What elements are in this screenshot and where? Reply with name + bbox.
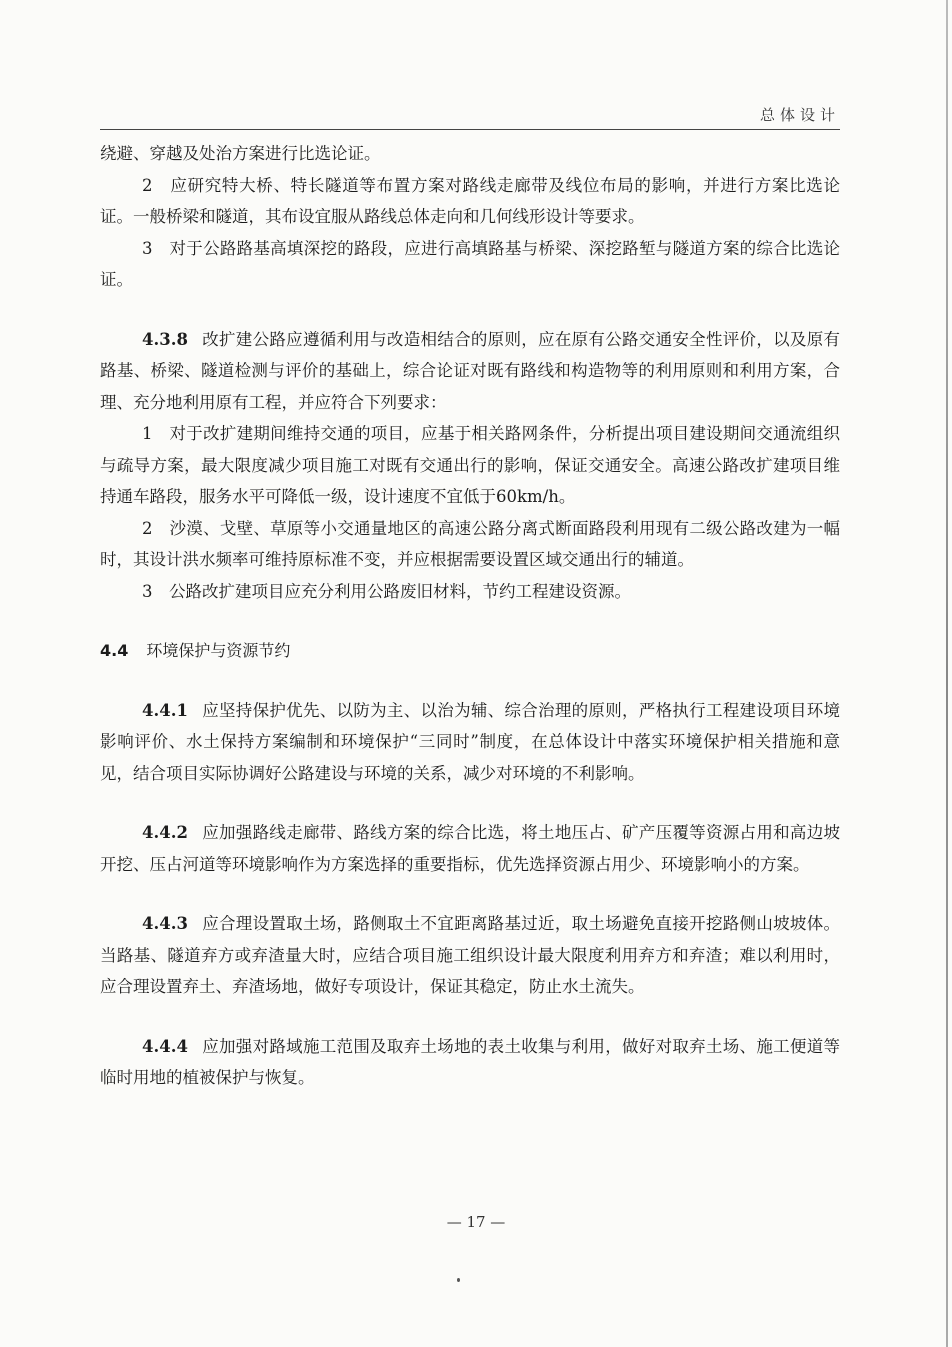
list-item: 2 应研究特大桥、特长隧道等布置方案对路线走廊带及线位布局的影响，并进行方案比选论证。一般桥梁和隧道，其布设宜服从路线总体走向和几何线形设计等要求。 [100, 175, 840, 226]
clause-text: 应坚持保护优先、以防为主、以治为辅、综合治理的原则，严格执行工程建设项目环境影响评价、水土保持方案编制和环境保护“三同时”制度，在总体设计中落实环境保护相关措施和意见，结合项目实际协调好公路建设与环境的关系，减少对环境的不利影响。 [100, 700, 840, 783]
section-title: 环境保护与资源节约 [146, 641, 291, 660]
list-item: 1 对于改扩建期间维持交通的项目，应基于相关路网条件，分析提出项目建设期间交通流组织与疏导方案，最大限度减少项目施工对既有交通出行的影响，保证交通安全。高速公路改扩建项目维持通车路段，服务水平可降低一级，设计速度不宜低于60km/h。 [100, 424, 840, 506]
clause-text: 应加强路线走廊带、路线方案的综合比选，将土地压占、矿产压覆等资源占用和高边坡开挖、压占河道等环境影响作为方案选择的重要指标，优先选择资源占用少、环境影响小的方案。 [100, 823, 840, 874]
clause-text: 应加强对路域施工范围及取弃土场地的表土收集与利用，做好对取弃土场、施工便道等临时用地的植被保护与恢复。 [100, 1036, 840, 1087]
list-item: 3 对于公路路基高填深挖的路段，应进行高填路基与桥梁、深挖路堑与隧道方案的综合比选论证。 [100, 238, 840, 289]
section-heading [100, 635, 840, 667]
running-header: 总体设计 [759, 106, 840, 124]
paragraph-continuation: 绕避、穿越及处治方案进行比选论证。 [100, 144, 381, 163]
clause-number: 4.4.3 [142, 914, 188, 933]
section-number: 4.4 [100, 641, 129, 660]
header-rule [100, 129, 840, 130]
clause-4-3-8 [100, 324, 840, 419]
page-number: — 17 — [446, 1213, 506, 1231]
clause-number: 4.3.8 [142, 329, 188, 349]
clause-4-4-2 [100, 817, 840, 880]
list-item: 3 公路改扩建项目应充分利用公路废旧材料，节约工程建设资源。 [142, 581, 631, 601]
clause-4-4-1 [100, 695, 840, 790]
clause-number: 4.4.4 [142, 1036, 188, 1056]
scan-edge-line [946, 0, 948, 1347]
clause-text: 应合理设置取土场，路侧取土不宜距离路基过近，取土场避免直接开挖路侧山坡坡体。当路基、隧道弃方或弃渣量大时，应结合项目施工组织设计最大限度利用弃方和弃渣；难以利用时，应合理设置弃土、弃渣场地，做好专项设计，保证其稳定，防止水土流失。 [100, 914, 840, 996]
clause-4-4-4 [100, 1031, 840, 1094]
body-text [100, 138, 840, 1094]
clause-4-4-3 [100, 908, 840, 1003]
clause-number: 4.4.2 [142, 823, 188, 842]
scan-speck [457, 1278, 460, 1282]
list-item: 2 沙漠、戈壁、草原等小交通量地区的高速公路分离式断面路段利用现有二级公路改建为一幅时，其设计洪水频率可维持原标准不变，并应根据需要设置区域交通出行的辅道。 [100, 518, 840, 569]
clause-number: 4.4.1 [142, 700, 188, 720]
clause-text: 改扩建公路应遵循利用与改造相结合的原则，应在原有公路交通安全性评价，以及原有路基、桥梁、隧道检测与评价的基础上，综合论证对既有路线和构造物等的利用原则和利用方案，合理、充分地利用原有工程，并应符合下列要求： [100, 329, 840, 412]
